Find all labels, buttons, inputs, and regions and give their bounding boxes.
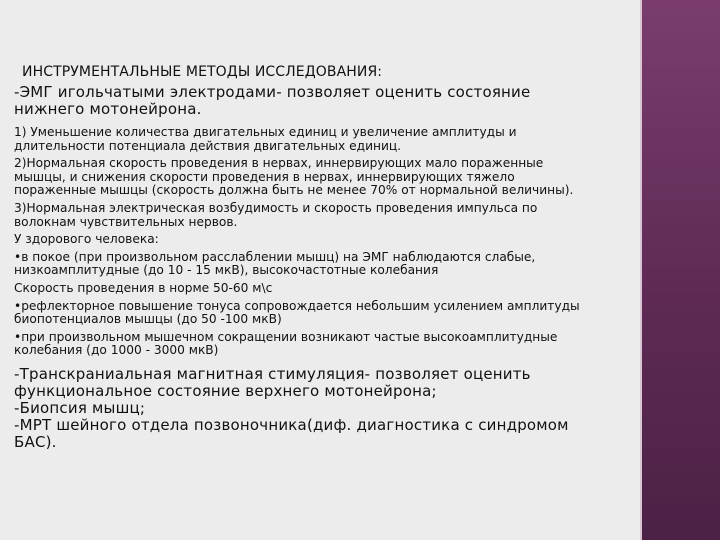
mri-line-1: -МРТ шейного отдела позвоночника(диф. диагностика с синдромом xyxy=(14,415,569,434)
slide-content xyxy=(14,64,626,451)
rest-bullet xyxy=(14,251,626,278)
reflex-line-2: биопотенциалов мышцы (до 50 -100 мкВ) xyxy=(14,312,282,327)
voluntary-bullet xyxy=(14,331,626,358)
biopsy-line: -Биопсия мышц; xyxy=(14,398,146,417)
item-1 xyxy=(14,126,626,153)
item-2-line-1: 2)Нормальная скорость проведения в нервах, иннервирующих мало пораженные xyxy=(14,156,544,171)
emg-line-2: нижнего мотонейрона. xyxy=(14,100,202,118)
item-3-line-2: волокнам чувствительных нервов. xyxy=(14,214,238,229)
voluntary-line-2: колебания (до 1000 - 3000 мкВ) xyxy=(14,343,219,358)
item-2 xyxy=(14,157,626,198)
emg-paragraph xyxy=(14,84,626,118)
item-1-line-1: 1) Уменьшение количества двигательных единиц и увеличение амплитуды и xyxy=(14,125,517,139)
accent-side-bar xyxy=(640,0,720,540)
rest-line-2: низкоамплитудные (до 10 - 15 мкВ), высокочастотные колебания xyxy=(14,263,439,278)
item-3 xyxy=(14,202,626,229)
reflex-bullet xyxy=(14,300,626,327)
item-1-line-2: длительности потенциала действия двигательных единиц. xyxy=(14,138,402,153)
slide-heading: ИНСТРУМЕНТАЛЬНЫЕ МЕТОДЫ ИССЛЕДОВАНИЯ: xyxy=(22,64,383,80)
tms-paragraph xyxy=(14,366,626,400)
item-2-line-3: пораженные мышцы (скорость должна быть не менее 70% от нормальной величины). xyxy=(14,183,574,198)
reflex-line-1: •рефлекторное повышение тонуса сопровождается небольшим усилением амплитуды xyxy=(14,298,580,313)
conduction-speed: Скорость проведения в норме 50-60 м\с xyxy=(14,280,273,295)
tms-line-2: функциональное состояние верхнего мотонейрона; xyxy=(14,381,437,400)
item-2-line-2: мышцы, и снижения скорости проведения в нервах, иннервирующих тяжело xyxy=(14,169,515,184)
rest-line-1: •в покое (при произвольном расслаблении мышц) на ЭМГ наблюдаются слабые, xyxy=(14,249,536,264)
healthy-heading: У здорового человека: xyxy=(14,232,159,247)
emg-line-1: -ЭМГ игольчатыми электродами- позволяет оценить состояние xyxy=(14,83,531,101)
item-3-line-1: 3)Нормальная электрическая возбудимость и скорость проведения импульса по xyxy=(14,200,538,215)
tms-line-1: -Транскраниальная магнитная стимуляция- позволяет оценить xyxy=(14,364,531,383)
side-bar-edge xyxy=(640,0,642,540)
voluntary-line-1: •при произвольном мышечном сокращении возникают частые высокоамплитудные xyxy=(14,329,558,344)
mri-line-2: БАС). xyxy=(14,432,57,451)
mri-paragraph xyxy=(14,417,626,451)
